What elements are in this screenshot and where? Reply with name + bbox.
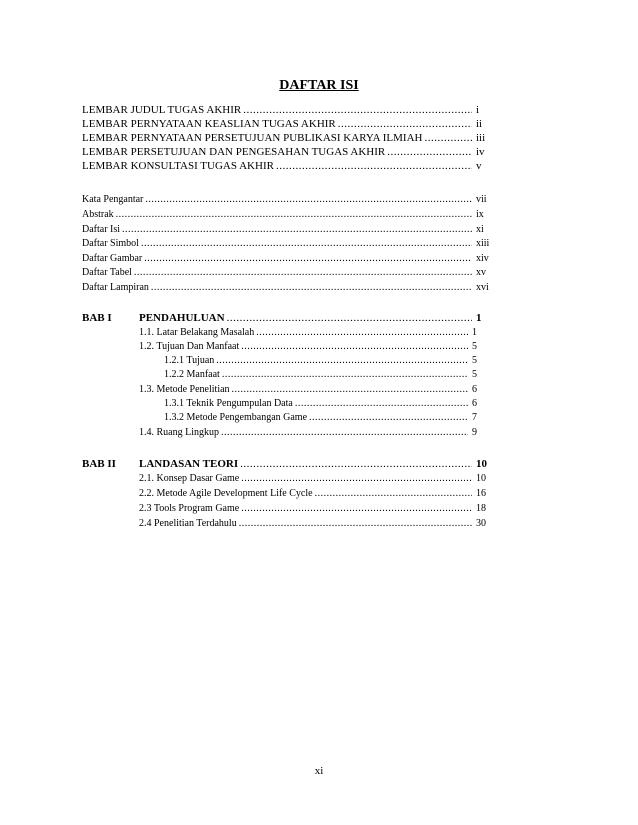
- toc-leader: [338, 117, 472, 131]
- toc-entry: [164, 354, 498, 368]
- toc-label: 1.2.1 Tujuan: [164, 355, 215, 366]
- toc-page: xvi: [476, 282, 489, 293]
- toc-leader: [144, 252, 472, 266]
- chapter-number: BAB I: [82, 312, 112, 324]
- toc-entry: [139, 340, 498, 354]
- toc-leader: [387, 145, 472, 159]
- toc-leader: [141, 237, 472, 251]
- toc-leader: [221, 426, 468, 440]
- toc-entry: [82, 237, 502, 251]
- toc-label: 1.1. Latar Belakang Masalah: [139, 327, 255, 338]
- toc-page: 10: [476, 458, 487, 470]
- toc-label: 1.2.2 Manfaat: [164, 369, 220, 380]
- toc-label: Daftar Isi: [82, 224, 121, 235]
- toc-leader: [232, 383, 468, 397]
- toc-label: Daftar Simbol: [82, 238, 139, 249]
- toc-leader: [239, 517, 472, 531]
- toc-entry: [82, 281, 502, 295]
- toc-page: iii: [476, 132, 486, 144]
- toc-label: 1.3. Metode Penelitian: [139, 384, 230, 395]
- toc-entry: [164, 411, 498, 425]
- page-title: DAFTAR ISI: [279, 78, 359, 93]
- toc-leader: [424, 131, 472, 145]
- toc-page: v: [476, 160, 482, 172]
- toc-entry: [139, 487, 502, 501]
- toc-label: 2.1. Konsep Dasar Game: [139, 473, 240, 484]
- toc-leader: [309, 411, 468, 425]
- toc-label: 2.2. Metode Agile Development Life Cycle: [139, 488, 313, 499]
- toc-page: iv: [476, 146, 485, 158]
- toc-entry: [139, 502, 502, 516]
- toc-leader: [256, 326, 468, 340]
- toc-leader: [243, 103, 472, 117]
- toc-entry: [139, 472, 502, 486]
- toc-entry: [82, 103, 502, 117]
- toc-page: xi: [476, 224, 484, 235]
- toc-label: 1.2. Tujuan Dan Manfaat: [139, 341, 240, 352]
- toc-label: LEMBAR PERNYATAAN KEASLIAN TUGAS AKHIR: [82, 118, 336, 130]
- toc-leader: [222, 368, 468, 382]
- toc-leader: [122, 223, 472, 237]
- toc-page: i: [476, 104, 480, 116]
- toc-leader: [116, 208, 472, 222]
- toc-page: xv: [476, 267, 486, 278]
- toc-label: Abstrak: [82, 209, 114, 220]
- toc-entry: [82, 266, 502, 280]
- toc-label: LEMBAR PERNYATAAN PERSETUJUAN PUBLIKASI KARYA ILMIAH: [82, 132, 423, 144]
- toc-page: 1: [476, 312, 482, 324]
- toc-label: Daftar Tabel: [82, 267, 132, 278]
- toc-entry: [139, 383, 498, 397]
- toc-leader: [295, 397, 468, 411]
- toc-entry: [82, 193, 502, 207]
- toc-entry: [82, 131, 502, 145]
- toc-leader: [240, 457, 472, 471]
- toc-entry: [139, 426, 498, 440]
- toc-entry: [139, 326, 498, 340]
- toc-entry: [164, 397, 498, 411]
- toc-page: ix: [476, 209, 484, 220]
- toc-leader: [276, 159, 472, 173]
- chapter-number: BAB II: [82, 458, 116, 470]
- toc-page: 1: [472, 327, 477, 338]
- toc-page: 5: [472, 369, 477, 380]
- toc-label: 1.3.1 Teknik Pengumpulan Data: [164, 398, 293, 409]
- chapter-title: LANDASAN TEORI: [139, 458, 239, 470]
- toc-leader: [241, 472, 472, 486]
- toc-entry: [139, 517, 502, 531]
- toc-page: xiii: [476, 238, 490, 249]
- toc-entry: [82, 208, 502, 222]
- toc-chapter-entry: [82, 311, 502, 325]
- page-number-footer: xi: [314, 765, 324, 777]
- toc-label: Daftar Gambar: [82, 253, 143, 264]
- toc-label: 1.4. Ruang Lingkup: [139, 427, 219, 438]
- toc-leader: [145, 193, 472, 207]
- toc-label: 1.3.2 Metode Pengembangan Game: [164, 412, 308, 423]
- toc-page: 5: [472, 341, 477, 352]
- toc-leader: [151, 281, 472, 295]
- toc-page: 30: [476, 518, 486, 529]
- toc-label: LEMBAR PERSETUJUAN DAN PENGESAHAN TUGAS AKHIR: [82, 146, 386, 158]
- toc-label: Kata Pengantar: [82, 194, 144, 205]
- toc-page: 10: [476, 473, 486, 484]
- toc-page: 5: [472, 355, 477, 366]
- toc-leader: [227, 311, 472, 325]
- toc-page: xiv: [476, 253, 489, 264]
- toc-label: LEMBAR JUDUL TUGAS AKHIR: [82, 104, 242, 116]
- toc-entry: [82, 117, 502, 131]
- toc-label: 2.4 Penelitian Terdahulu: [139, 518, 237, 529]
- toc-label: 2.3 Tools Program Game: [139, 503, 240, 514]
- toc-entry: [82, 159, 502, 173]
- toc-page: 6: [472, 384, 477, 395]
- toc-entry: [82, 223, 502, 237]
- toc-entry: [82, 145, 502, 159]
- toc-page: vii: [476, 194, 487, 205]
- toc-entry: [82, 252, 502, 266]
- toc-leader: [315, 487, 472, 501]
- chapter-title: PENDAHULUAN: [139, 312, 225, 324]
- toc-entry: [164, 368, 498, 382]
- toc-leader: [241, 340, 468, 354]
- toc-label: LEMBAR KONSULTASI TUGAS AKHIR: [82, 160, 274, 172]
- toc-chapter-entry: [82, 457, 502, 471]
- toc-page: 9: [472, 427, 477, 438]
- toc-page: 6: [472, 398, 477, 409]
- toc-page: 18: [476, 503, 486, 514]
- toc-label: Daftar Lampiran: [82, 282, 149, 293]
- toc-page: 16: [476, 488, 486, 499]
- toc-leader: [216, 354, 468, 368]
- toc-page: 7: [472, 412, 477, 423]
- toc-leader: [134, 266, 472, 280]
- toc-leader: [241, 502, 472, 516]
- toc-page: ii: [476, 118, 483, 130]
